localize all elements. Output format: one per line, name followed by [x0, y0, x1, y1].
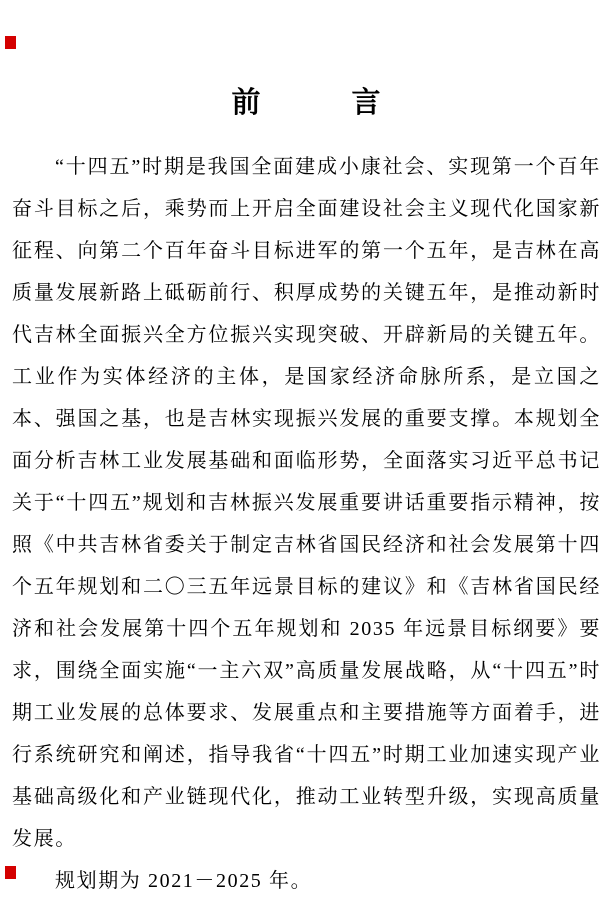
page-title: 前 言: [231, 87, 382, 119]
body-paragraph-planning-period: 规划期为 2021－2025 年。: [55, 870, 313, 892]
body-paragraph-main: “十四五”时期是我国全面建成小康社会、实现第一个百年奋斗目标之后，乘势而上开启全面建设社会主义现代化国家新征程、向第二个百年奋斗目标进军的第一个五年，是吉林在高质量发展新路上砥砺前行、积厚成势的关键五年，是推动新时代吉林全面振兴全方位振兴实现突破、开辟新局的关键五年。工业作为实体经济的主体，是国家经济命脉所系，是立国之本、强国之基，也是吉林实现振兴发展的重要支撑。本规划全面分析吉林工业发展基础和面临形势，全面落实习近平总书记关于“十四五”规划和吉林振兴发展重要讲话重要指示精神，按照《中共吉林省委关于制定吉林省国民经济和社会发展第十四个五年规划和二〇三五年远景目标的建议》和《吉林省国民经济和社会发展第十四个五年规划和 2035 年远景目标纲要》要求，围绕全面实施“一主六双”高质量发展战略，从“十四五”时期工业发展的总体要求、发展重点和主要措施等方面着手，进行系统研究和阐述，指导我省“十四五”时期工业加速实现产业基础高级化和产业链现代化，推动工业转型升级，实现高质量发展。: [12, 156, 601, 850]
red-corner-marker-bottom: [5, 866, 16, 879]
document-body: [12, 146, 601, 902]
red-corner-marker-top: [5, 36, 16, 49]
